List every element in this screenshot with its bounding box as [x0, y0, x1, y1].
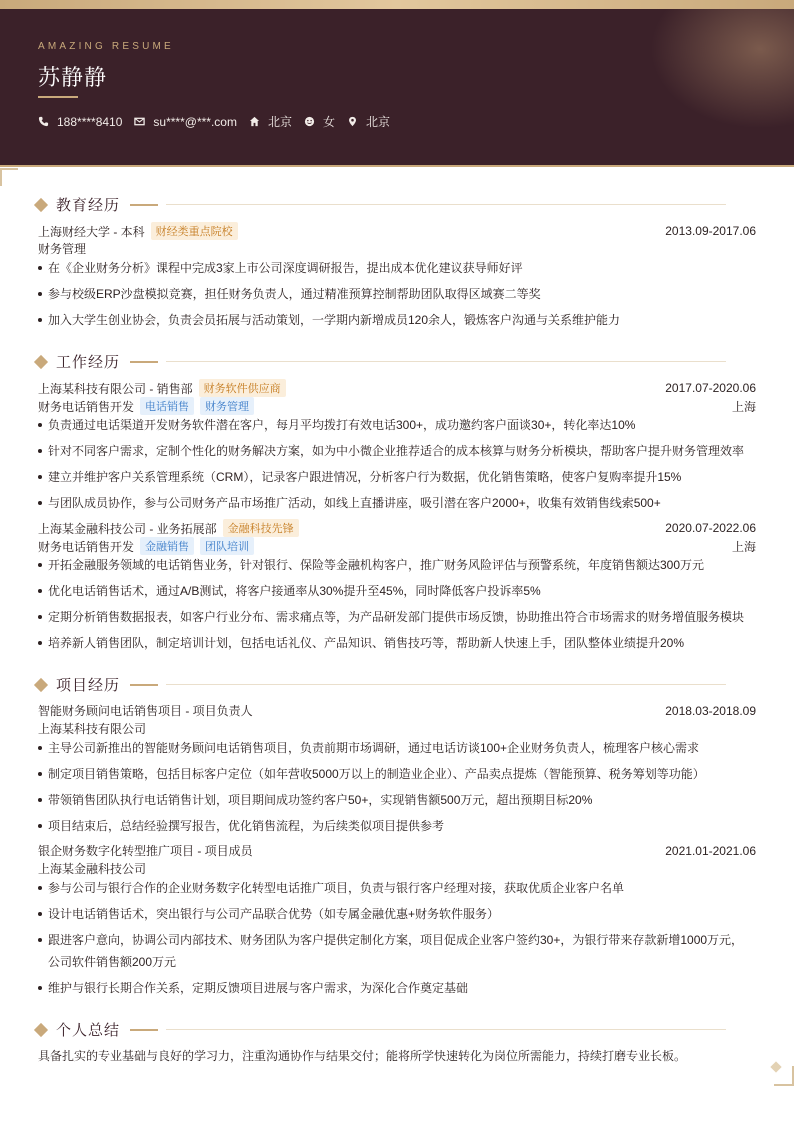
- section-title-summary: [36, 1019, 726, 1040]
- school-tag: 财经类重点院校: [151, 222, 238, 240]
- project-bullet: 制定项目销售策略，包括目标客户定位（如年营收5000万以上的制造业企业）、产品卖点提炼（智能预算、税务筹划等功能）: [38, 764, 758, 784]
- project-bullet: 维护与银行长期合作关系，定期反馈项目进展与客户需求，为深化合作奠定基础: [38, 978, 758, 998]
- section-title-education: [36, 194, 726, 215]
- project-header-row: [38, 702, 756, 719]
- job-bullet: 针对不同客户需求，定制个性化的财务解决方案，如为中小微企业推荐适合的成本核算与财务分析模块，帮助客户提升财务管理效率: [38, 441, 758, 461]
- education-date: 2013.09-2017.06: [665, 224, 756, 238]
- gender-text: 女: [322, 115, 335, 129]
- job-role-row: [38, 537, 756, 555]
- company-tag: 金融科技先锋: [223, 519, 299, 537]
- contact-phone: [38, 115, 122, 129]
- phone-text: 188****8410: [57, 114, 123, 129]
- title-accent-bar: [130, 1029, 158, 1031]
- job-bullet: 负责通过电话渠道开发财务软件潜在客户，每月平均拨打有效电话300+，成功邀约客户面谈30+，转化率达10%: [38, 415, 758, 435]
- project-org-row: [38, 720, 756, 737]
- phone-icon: [38, 116, 49, 127]
- job-bullet: 开拓金融服务领域的电话销售业务，针对银行、保险等金融机构客户，推广财务风险评估与预警系统，年度销售额达300万元: [38, 555, 758, 575]
- title-rule: [166, 1029, 726, 1030]
- job-role-row: [38, 397, 756, 415]
- diamond-icon: [34, 1022, 48, 1036]
- title-accent-bar: [130, 204, 158, 206]
- resume-header: [0, 9, 794, 167]
- skill-tag: 电话销售: [140, 397, 194, 415]
- job-role: 财务电话销售开发: [38, 539, 135, 554]
- contact-gender: [304, 113, 335, 130]
- diamond-icon: [34, 197, 48, 211]
- project-bullet: 主导公司新推出的智能财务顾问电话销售项目，负责前期市场调研，通过电话访谈100+企业财务负责人，梳理客户核心需求: [38, 738, 758, 758]
- contact-email: [134, 115, 237, 129]
- job-header-row: [38, 379, 756, 397]
- title-accent-bar: [130, 361, 158, 363]
- section-title-work: [36, 351, 726, 372]
- top-accent-line: [0, 0, 794, 9]
- project-date: 2018.03-2018.09: [665, 703, 756, 718]
- header-bottom-line: [0, 165, 794, 167]
- education-bullet: 在《企业财务分析》课程中完成3家上市公司深度调研报告，提出成本优化建议获导师好评: [38, 258, 758, 278]
- school-name: 上海财经大学 - 本科: [38, 224, 145, 239]
- contact-home: [249, 113, 292, 130]
- gender-icon: [304, 116, 315, 127]
- project-bullet: 设计电话销售话术，突出银行与公司产品联合优势（如专属金融优惠+财务软件服务）: [38, 904, 758, 924]
- title-rule: [166, 361, 726, 362]
- skill-tag: 金融销售: [140, 537, 194, 555]
- title-accent-bar: [130, 684, 158, 686]
- major: 财务管理: [38, 242, 87, 256]
- education-bullet: 参与校级ERP沙盘模拟竞赛，担任财务负责人，通过精准预算控制帮助团队取得区域赛二等奖: [38, 284, 758, 304]
- section-title-text: 工作经历: [56, 354, 121, 371]
- project-name: 智能财务顾问电话销售项目 - 项目负责人: [38, 704, 253, 718]
- location-text: 北京: [366, 115, 391, 129]
- summary-text: 具备扎实的专业基础与良好的学习力，注重沟通协作与结果交付；能将所学快速转化为岗位所需能力，持续打磨专业长板。: [38, 1049, 687, 1063]
- job-header-row: [38, 519, 756, 537]
- diamond-icon: [34, 354, 48, 368]
- contact-list: [38, 113, 402, 130]
- location-icon: [347, 116, 358, 127]
- job-bullet: 与团队成员协作，参与公司财务产品市场推广活动，如线上直播讲座，吸引潜在客户2000+，收集有效销售线索500+: [38, 493, 758, 513]
- section-title-text: 个人总结: [56, 1022, 121, 1039]
- project-org: 上海某金融科技公司: [38, 862, 147, 876]
- company-name: 上海某科技有限公司 - 销售部: [38, 381, 193, 396]
- job-bullet: 优化电话销售话术，通过A/B测试，将客户接通率从30%提升至45%，同时降低客户投诉率5%: [38, 581, 758, 601]
- bullet-continuation-text: 公司软件销售额200万元: [48, 955, 177, 969]
- project-org: 上海某科技有限公司: [38, 722, 147, 736]
- title-rule: [166, 204, 726, 205]
- project-bullet: 项目结束后，总结经验撰写报告，优化销售流程，为后续类似项目提供参考: [38, 816, 758, 836]
- candidate-name: 苏静静: [38, 65, 108, 90]
- company-tag: 财务软件供应商: [199, 379, 286, 397]
- education-header-row: [38, 222, 756, 240]
- email-text: su****@***.com: [153, 114, 237, 129]
- home-text: 北京: [267, 115, 292, 129]
- project-bullet: 跟进客户意向，协调公司内部技术、财务团队为客户提供定制化方案，项目促成企业客户签约30+，为银行带来存款新增1000万元，: [38, 930, 758, 950]
- home-icon: [249, 116, 260, 127]
- project-bullet: 带领销售团队执行电话销售计划，项目期间成功签约客户50+，实现销售额500万元，超出预期目标20%: [38, 790, 758, 810]
- job-bullet: 培养新人销售团队，制定培训计划，包括电话礼仪、产品知识、销售技巧等，帮助新人快速上手，团队整体业绩提升20%: [38, 633, 758, 653]
- project-header-row: [38, 842, 756, 859]
- skill-tag: 团队培训: [200, 537, 254, 555]
- section-title-text: 项目经历: [56, 677, 121, 694]
- header-glow: [650, 9, 794, 129]
- diamond-icon: [34, 677, 48, 691]
- job-date: 2017.07-2020.06: [665, 381, 756, 395]
- contact-location: [347, 113, 390, 130]
- project-date: 2021.01-2021.06: [665, 843, 756, 858]
- project-org-row: [38, 860, 756, 877]
- education-major-row: [38, 240, 756, 257]
- tagline: AMAZING RESUME: [38, 41, 174, 52]
- mail-icon: [134, 116, 145, 127]
- job-bullet: 建立并维护客户关系管理系统（CRM），记录客户跟进情况，分析客户行为数据，优化销售策略，使客户复购率提升15%: [38, 467, 758, 487]
- section-title-text: 教育经历: [56, 197, 121, 214]
- job-date: 2020.07-2022.06: [665, 521, 756, 535]
- job-city: 上海: [731, 399, 756, 414]
- title-rule: [166, 684, 726, 685]
- job-role: 财务电话销售开发: [38, 399, 135, 414]
- education-bullet: 加入大学生创业协会，负责会员拓展与活动策划，一学期内新增成员120余人，锻炼客户沟通与关系维护能力: [38, 310, 758, 330]
- section-title-projects: [36, 674, 726, 695]
- job-city: 上海: [731, 539, 756, 554]
- skill-tag: 财务管理: [200, 397, 254, 415]
- project-bullet: 参与公司与银行合作的企业财务数字化转型电话推广项目，负责与银行客户经理对接，获取优质企业客户名单: [38, 878, 758, 898]
- company-name: 上海某金融科技公司 - 业务拓展部: [38, 521, 217, 536]
- project-name: 银企财务数字化转型推广项目 - 项目成员: [38, 844, 253, 858]
- corner-ornament-top-left: [0, 168, 18, 186]
- name-underline: [38, 96, 78, 98]
- project-bullet-continuation: [38, 952, 758, 972]
- job-bullet: 定期分析销售数据报表，如客户行业分布、需求痛点等，为产品研发部门提供市场反馈，协助推出符合市场需求的财务增值服务模块: [38, 607, 758, 627]
